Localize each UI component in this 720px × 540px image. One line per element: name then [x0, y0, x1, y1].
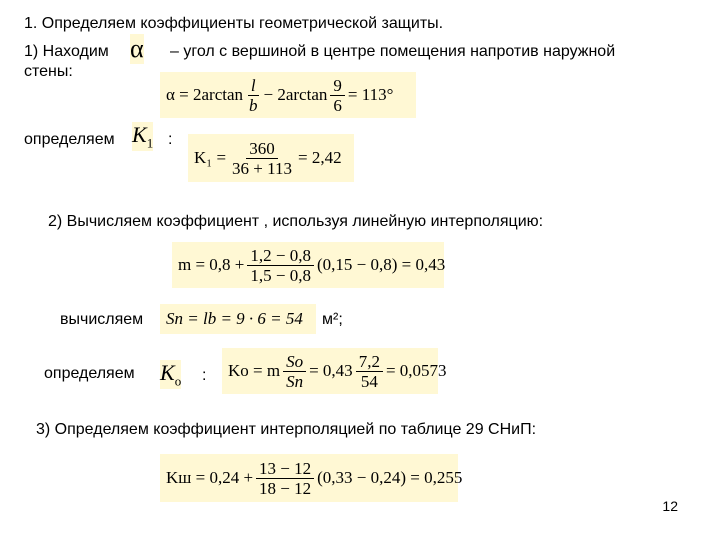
ko-symbol: $K_о$	[160, 360, 182, 389]
formula-km: Kш = 0,24 + $\frac{13 - 12}{18 - 12}$ (0,33 − 0,24) = 0,255	[160, 454, 458, 502]
line-4: определяем	[24, 131, 115, 148]
line-2b: – угол с вершиной в центре помещения напротив наружной	[170, 43, 616, 60]
formula-ko: Kо = m $\frac{Sо}{Sп}$ = 0,43 $\frac{7,2}{54}$ = 0,0573	[222, 348, 438, 394]
formula-k1: K₁ = $\frac{360}{36 + 113}$ = 2,42	[188, 134, 354, 182]
formula-alpha: α = 2arctan $\frac{l}{b}$ − 2arctan $\frac{9}{6}$ = 113°	[160, 72, 416, 118]
line-4b: :	[168, 131, 173, 148]
formula-sn: Sп = lb = 9 · 6 = 54	[160, 304, 316, 334]
line-7: определяем	[44, 365, 135, 382]
line-8: 3) Определяем коэффициент интерполяцией по таблице 29 СНиП:	[36, 421, 537, 438]
line-6: вычисляем	[60, 311, 144, 328]
line-3: стены:	[24, 63, 73, 80]
formula-m: m = 0,8 + $\frac{1,2 - 0,8}{1,5 - 0,8}$ (0,15 − 0,8) = 0,43	[172, 242, 444, 288]
line-5: 2) Вычисляем коэффициент , используя линейную интерполяцию:	[48, 213, 544, 230]
page-number: 12	[662, 498, 678, 514]
line-2a: 1) Находим	[24, 43, 109, 60]
line-7b: :	[202, 367, 207, 384]
line-6b: м²;	[322, 311, 343, 328]
alpha-symbol: α	[130, 34, 144, 63]
line-1: 1. Определяем коэффициенты геометрической защиты.	[24, 15, 444, 32]
k1-symbol: $K_1$	[132, 122, 154, 151]
